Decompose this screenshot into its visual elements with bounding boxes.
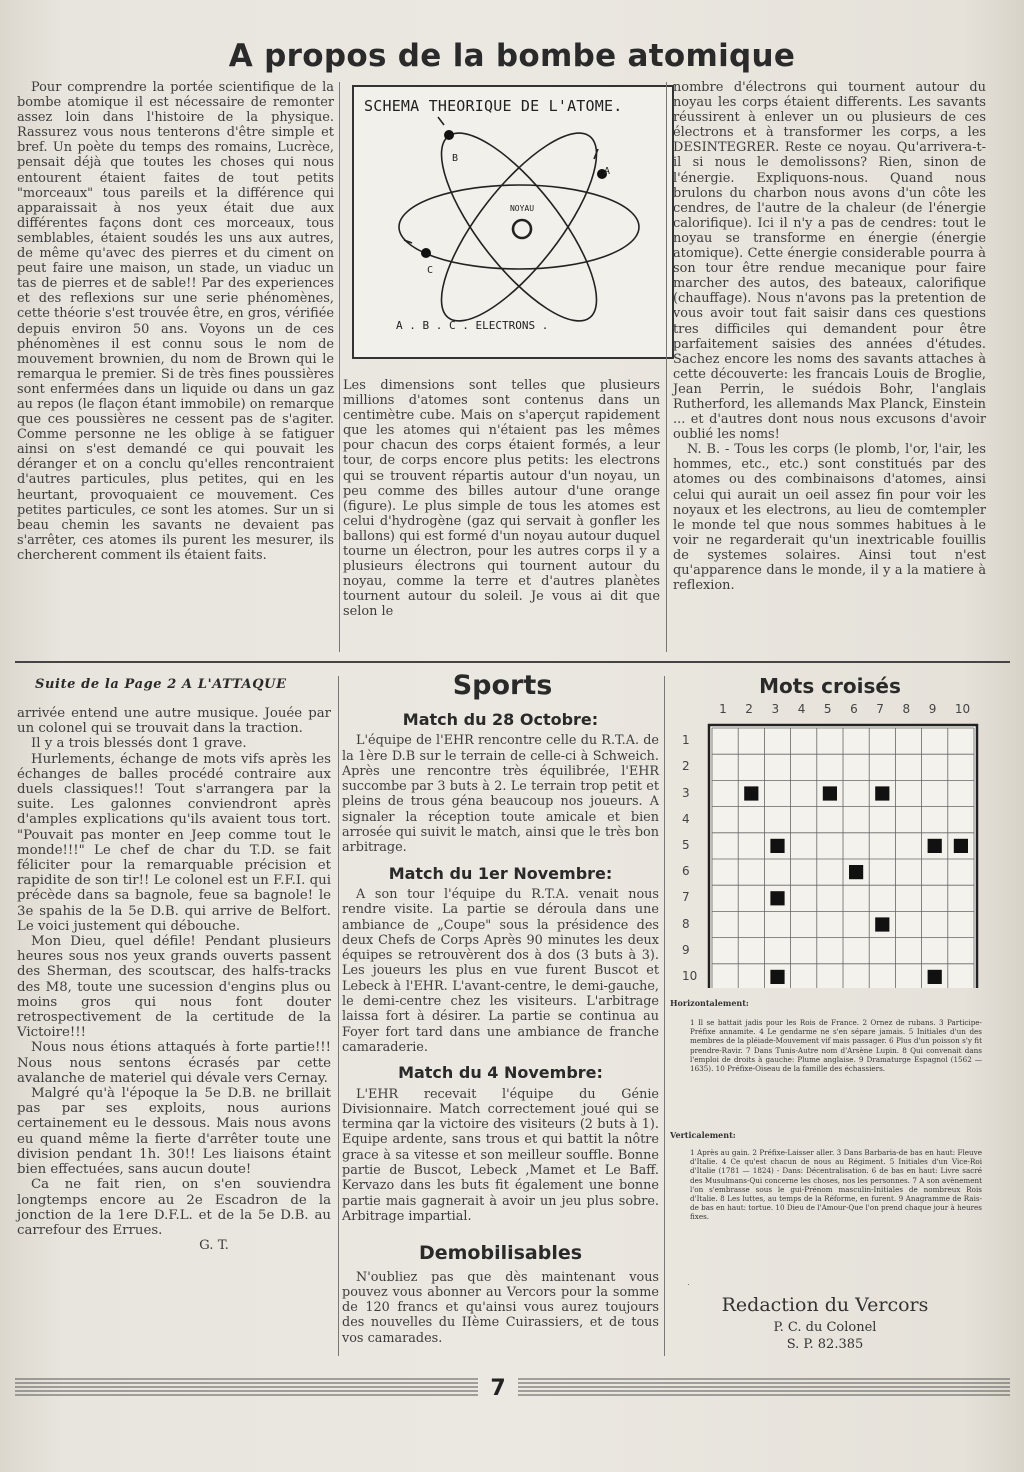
crossword-grid [704,720,986,988]
column-number: 6 [850,702,858,716]
match-2-title: Match du 1er Novembre: [388,863,613,883]
column-rule [666,82,667,652]
black-cell [770,839,784,853]
black-cell [770,970,784,984]
black-cell [770,891,784,905]
atom-diagram [354,87,672,357]
column-rule [339,82,340,652]
black-cell [928,839,942,853]
match-1-text: L'équipe de l'EHR rencontre celle du R.T.A. de la 1ère D.B sur le terrain de celle-ci à Schweich. Après une rencontre très équilibrée, l'EHR succombe par 3 buts à 2. Le terrain trop petit et pleins de trous géna beaucoup nos joueurs. A signaler la réception toute amicale et bien arrosée qui suivit le match, ainsi que le très bon arbitrage. [342,733,659,856]
article-column-3 [673,80,986,593]
orbit-diagonal-2 [417,112,622,342]
black-cell [744,786,758,800]
row-number: 1 [682,733,690,748]
suite-signature: G. T. [199,1238,229,1254]
orbit-diagonal-1 [417,112,622,342]
orbit-horizontal [399,185,639,269]
black-cell [849,865,863,879]
article-col3-text-a: nombre d'électrons qui tournent autour du noyau les corps étaient differents. Les savants réussirent à enlever un ou plusieurs de ces électrons et à transformer les corps, a les DESINTEGRER. Reste ce noyau. Qu'arrivera-t-il si nous le demolissons? Rien, sinon de l'énergie. Expliquons-nous. Quand nous brulons du charbon nous avons d'un côte les cendres, de l'autre de la chaleur (de l'énergie calorifique). Ici il n'y a pas de cendres: tout le noyau se transforme en énergie (énergie atomique). Cette énergie considerable pourra à son tour être rendue mecanique pour faire marcher des autos, des bateaux, calorifique (chauffage). Nous n'avons pas la pretention de vous avoir tout fait saisir dans ces questions tres difficiles qui demandent pour être parfaitement saisies des années d'études. Sachez encore les noms des savants attaches à cette découverte: les francais Louis de Broglie, Jean Perrin, le suédois Bohr, l'anglais Rutherford, les allemands Max Planck, Einstein ... et d'autres dont nous nous excusons d'avoir oublié les noms! [673,80,986,443]
arrow-b [438,117,444,125]
article-col3-text-b: N. B. - Tous les corps (le plomb, l'or, l'air, les hommes, etc., etc.) sont constitués par des atomes ou des combinaisons d'atomes, ainsi celui qui aurait un oeil assez fin pour voir les noyaux et les electrons, au lieu de comtempler le monde tel que nous sommes habitues à le voir ne regarderait qu'un inextricable fouillis de systemes solaires. Ainsi tout n'est qu'apparence dans le monde, il y a la matiere à reflexion. [673,442,986,594]
column-rule [338,676,339,1356]
suite-column [17,706,331,1253]
electron-c [421,248,431,258]
suite-paragraph: Ca ne fait rien, on s'en souviendra longtemps encore au 2e Escadron de la jonction de la 1ere D.F.L. et de la 5e D.B. au carrefour des Errues. [17,1177,331,1238]
page-number: 7 [478,1376,518,1401]
electron-c-label: C [427,265,434,276]
match-3-text: L'EHR recevait l'équipe du Génie Divisionnaire. Match correctement joué qui se termina qar la victoire des visiteurs (2 buts à 1). Equipe ardente, sans trous et qui battit la nôtre grace à sa vitesse et son meilleur souffle. Bonne partie de Buscot, Lebeck ,Mamet et Le Baff. Kervazo dans les buts fit également une bonne partie mais gagnerait à avoir un jeu plus sobre. Arbitrage impartial. [342,1086,659,1224]
schema-legend: A . B . C . ELECTRONS . [396,319,549,332]
column-rule [688,1284,689,1285]
column-number: 3 [771,702,780,716]
schema-title: SCHEMA THEORIQUE DE L'ATOME. [364,97,623,115]
column-number: 5 [823,702,832,716]
noyau-label: NOYAU [509,204,535,213]
suite-paragraph: Nous nous étions attaqués à forte partie!!! Nous nous sentons écrasés par cette avalanche de materiel qui dévale vers Cernay. [17,1040,331,1086]
black-cell [928,970,942,984]
column-number: 7 [876,702,884,716]
row-number: 7 [682,890,690,905]
match-1-title: Match du 28 Octobre: [402,710,599,729]
demobilisables-title: Demobilisables [418,1242,583,1265]
black-cell [823,786,837,800]
article-col1-text: Pour comprendre la portée scientifique de la bombe atomique il est nécessaire de remonter assez loin dans l'histoire de la physique. Rassurez vous nous tenterons d'être simple et bref. Un poète du temps des romains, Lucrèce, pensait déjà que toutes les choses qui nous entourent étaient faites de tout petits "morceaux" tous pareils et la différence qui apparaissait à nos yeux était due aux différentes façons dont ces morceaux, tous semblables, étaient soudés les uns aux autres, de même qu'avec des pierres et du ciment on peut faire une maison, un stade, un viaduc un tas de pierres et de sable!! Par des experiences et des reflexions sur une serie phénomènes, cette théorie s'est trouvée être, en gros, vérifiée depuis environ 50 ans. Voyons un de ces phénomènes il est connu sous le nom de mouvement brownien, du nom de Brown qui le remarqua le premier. Si de très fines poussières sont enfermées dans un liquide ou dans un gaz au repos (le flaçon étant immobile) on remarque que ces poussières ne cessent pas de s'agiter. Comme personne ne les oblige à se fatiguer ainsi on s'est demandé ce qui pouvait les déranger et on a conclu qu'elles rencontraient d'autres particules, plus petites, qui en les heurtant, provoquaient ce mouvement. Ces petites particules, ce sont les atomes. Sur un si beau chemin les savants ne devaient pas s'arrêter, ces atomes ils purent les mesurer, ils chercherent comment ils étaient faits. [17,80,335,563]
black-cell [875,786,889,800]
suite-paragraph: arrivée entend une autre musique. Jouée par un colonel qui se trouvait dans la traction. [17,706,331,737]
match-3-title: Match du 4 Novembre: [398,1063,603,1083]
horizontal-clues-label: Horizontalement: [670,998,749,1008]
column-number: 10 [954,702,971,716]
column-rule [664,676,665,1356]
column-number: 2 [745,702,753,716]
sports-column [342,712,659,1346]
row-number: 4 [682,811,690,826]
black-cell [875,917,889,931]
redaction-line-2: S. P. 82.385 [786,1337,864,1352]
atom-schema-figure [352,85,674,359]
redaction-title: Redaction du Vercors [721,1294,929,1316]
row-number: 2 [682,759,690,774]
demobilisables-text: N'oubliez pas que dès maintenant vous pouvez vous abonner au Vercors pour la somme de 120 francs et qu'ainsi vous aurez toujours des nouvelles du IIème Cuirassiers, et de tous vos camarades. [342,1269,659,1346]
article-column-1 [17,80,334,563]
match-2-text: A son tour l'équipe du R.T.A. venait nous rendre visite. La partie se déroula dans une ambiance de „Coupe" sous la présidence des deux Chefs de Corps Après 90 minutes les deux équipes se retrouvèrent dos à dos (3 buts à 3). Les joueurs les plus en vue furent Buscot et Lebeck à l'EHR. L'avant-centre, le demi-gauche, le demi-centre chez les visiteurs. L'arbitrage laissa fort à désirer. La partie se continua au Foyer fort tard dans une ambiance de franche camaraderie. [342,886,659,1055]
sports-heading: Sports [452,670,553,701]
column-number: 9 [928,702,937,716]
redaction-line-1: P. C. du Colonel [773,1320,877,1335]
row-number: 6 [682,864,690,879]
suite-paragraph: Il y a trois blessés dont 1 grave. [31,736,247,752]
suite-heading: Suite de la Page 2 A L'ATTAQUE [35,677,287,692]
electron-b-label: B [452,153,459,164]
article-col2-text: Les dimensions sont telles que plusieurs millions d'atomes sont contenus dans un centimètre cube. Mais on s'aperçut rapidement que les atomes qui n'étaient pas les mêmes pour chacun des corps étaient formés, a leur tour, de corps encore plus petits: les electrons qui se trouvent répartis autour d'un noyau, un peu comme des billes autour d'une orange (figure). Le plus simple de tous les atomes est celui d'hydrogène (gaz qui servait à gonfler les ballons) qui est formé d'un noyau autour duquel tourne un électron, pour les autres corps il y a plusieurs électrons qui tournent autour du noyau, comme la terre et d'autres planètes tournent autour du soleil. Je vous ai dit que selon le [343,378,660,620]
suite-paragraph: Malgré qu'à l'époque la 5e D.B. ne brillait pas par ses exploits, nous aurions certainement eu le dessous. Mais nous avons eu quand même la fierte d'arrêter toute une division pendant 1h. 30!! Les liaisons étaint bien effectuées, sans aucun doute! [17,1086,331,1178]
redaction-block [690,1294,960,1352]
suite-paragraph: Hurlements, échange de mots vifs après les échanges de balles procédé contraire aux duels classiques!! Tout s'arrangera par la suite. Les galonnes conviendront après d'amples explications qu'ils avaient tous tort. "Pouvait pas monter en Jeep comme tout le monde!!!" Le chef de char du T.D. se fait féliciter pour la remarquable précision et rapidite de son tir!! Le colonel est un F.F.I. qui précède dans sa bagnole, feue sa bagnole! le 3e spahis de la 5e D.B. qui arrive de Belfort. Le voici justement qui débouche. [17,751,331,934]
row-number: 3 [682,785,690,800]
section-divider [15,661,1010,663]
column-number: 1 [719,702,727,716]
article-column-2 [343,378,660,620]
column-number: 8 [902,702,911,716]
column-number: 4 [797,702,806,716]
row-number: 5 [682,837,690,852]
electron-a-label: A [604,166,611,177]
row-number: 8 [682,916,690,931]
electron-b [444,130,454,140]
vertical-clues: 1 Après au gain. 2 Préfixe-Laisser aller. 3 Dans Barbaria-de bas en haut: Fleuve d'Italie. 4 Ce qu'est chacun de nous au Régiment. 5 Initiales d'un Vice-Roi d'Italie (1781 — 1824) - Dans: Décentralisation. 6 de bas en haut: Livre sacré des Musulmans-Qui concerne les choses, nos les personnes. 7 A son avènement l'on s'embrasse sous le gui-Prénom masculin-Initiales de nombreux Rois d'Italie. 8 Les luttes, au temps de la Réforme, en furent. 9 Anagramme de Rais-de bas en haut: tortue. 10 Dieu de l'Amour-Que l'on prend chaque jour à heures fixes. [690,1148,982,1222]
suite-paragraph: Mon Dieu, quel défile! Pendant plusieurs heures sous nos yeux grands ouverts passent des Sherman, des scoutscar, des halfs-tracks des M8, toute une sucession d'engins plus ou moins gros qui nous font douter retrospectivement de la certitude de la Victoire!!! [17,934,331,1041]
black-cell [954,839,968,853]
nucleus [513,220,531,238]
vertical-clues-label: Verticalement: [670,1130,736,1140]
row-number: 9 [682,942,690,957]
horizontal-clues: 1 Il se battait jadis pour les Rois de France. 2 Ornez de rubans. 3 Participe-Préfixe annamite. 4 Le gendarme ne s'en sépare jamais. 5 Initiales d'un des membres de la pléiade-Mouvement vif mais passager. 6 Plus d'un poisson s'y fit prendre-Ravir. 7 Dans Tunis-Autre nom d'Arsène Lupin. 8 Qui convenait dans l'emploi de droits à gauche: Plume anglaise. 9 Dramaturge Espagnol (1562 — 1635). 10 Préfixe-Oiseau de la famille des échassiers. [690,1018,982,1074]
article-title: A propos de la bombe atomique [228,38,796,74]
row-number: 10 [682,968,698,983]
crossword-title: Mots croisés [759,674,901,698]
